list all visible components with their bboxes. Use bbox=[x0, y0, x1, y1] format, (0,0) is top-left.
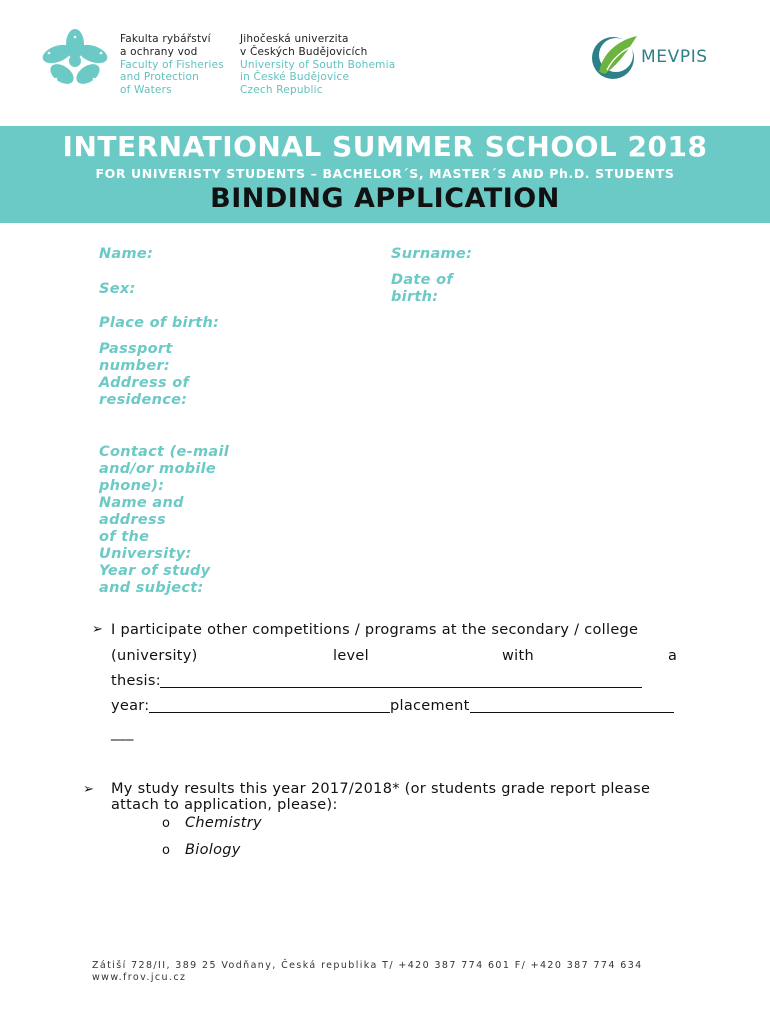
results-line-1: My study results this year 2017/2018* (or students grade report please bbox=[111, 781, 651, 797]
university-name-block bbox=[240, 33, 395, 97]
dob-label-line: birth: bbox=[391, 289, 439, 305]
address-label bbox=[99, 375, 189, 409]
dob-label-line: Date of bbox=[391, 272, 454, 288]
year-label: year: bbox=[111, 698, 150, 714]
university-label-line: University: bbox=[99, 546, 192, 562]
faculty-name-block bbox=[120, 33, 224, 97]
jcu-line: in České Budějovice bbox=[240, 71, 350, 84]
contact-label-line: phone): bbox=[99, 478, 165, 494]
university-label bbox=[99, 495, 192, 563]
passport-label bbox=[99, 341, 173, 375]
passport-label-line: Passport bbox=[99, 341, 173, 357]
address-label-line: residence: bbox=[99, 392, 188, 408]
jcu-line: v Českých Budějovicích bbox=[240, 45, 368, 58]
footer-website: www.frov.jcu.cz bbox=[92, 972, 187, 983]
results-line-2: attach to application, please): bbox=[111, 797, 338, 813]
jcu-line: University of South Bohemia bbox=[240, 58, 396, 71]
participation-word: with bbox=[502, 648, 534, 664]
participation-word: a bbox=[668, 648, 678, 664]
participation-word: level bbox=[333, 648, 369, 664]
frov-line: of Waters bbox=[120, 84, 172, 97]
page-title: INTERNATIONAL SUMMER SCHOOL 2018 bbox=[62, 130, 708, 163]
participation-line-1: I participate other competitions / programs at the secondary / college bbox=[111, 622, 639, 638]
placement-label: placement bbox=[390, 698, 470, 714]
year-subject-label bbox=[99, 563, 210, 597]
thesis-input-line[interactable] bbox=[160, 673, 642, 688]
year-subject-label-line: Year of study bbox=[99, 563, 211, 579]
university-label-line: of the bbox=[99, 529, 150, 545]
frov-line: a ochrany vod bbox=[120, 45, 198, 58]
subject-item: Chemistry bbox=[185, 815, 262, 831]
form-heading: BINDING APPLICATION bbox=[210, 183, 560, 214]
placement-input-line[interactable] bbox=[470, 698, 674, 713]
frov-line: Faculty of Fisheries bbox=[120, 58, 224, 71]
contact-label bbox=[99, 444, 229, 495]
footer-address: Zátiší 728/II, 389 25 Vodňany, Česká republika T/ +420 387 774 601 F/ +420 387 774 634 bbox=[92, 960, 643, 971]
circle-bullet-icon: o bbox=[162, 843, 171, 858]
name-label: Name: bbox=[99, 246, 154, 262]
place-of-birth-label: Place of birth: bbox=[99, 315, 220, 331]
arrow-bullet-icon: ➢ bbox=[83, 782, 94, 797]
sex-label: Sex: bbox=[99, 281, 136, 297]
frov-line: Fakulta rybářství bbox=[120, 33, 211, 45]
circle-bullet-icon: o bbox=[162, 816, 171, 831]
placement-line-tail: ___ bbox=[111, 725, 134, 741]
passport-label-line: number: bbox=[99, 358, 171, 374]
subject-item: Biology bbox=[185, 842, 241, 858]
contact-label-line: Contact (e-mail bbox=[99, 444, 230, 460]
participation-word: (university) bbox=[111, 648, 198, 664]
contact-label-line: and/or mobile bbox=[99, 461, 217, 477]
year-subject-label-line: and subject: bbox=[99, 580, 204, 596]
dob-label bbox=[391, 272, 453, 306]
surname-label: Surname: bbox=[391, 246, 473, 262]
thesis-label: thesis: bbox=[111, 673, 161, 689]
year-input-line[interactable] bbox=[149, 698, 390, 713]
footer-contact bbox=[92, 960, 643, 984]
faculty-fish-logo bbox=[40, 28, 110, 90]
page-subtitle: FOR UNIVERISTY STUDENTS – BACHELOR´S, MASTER´S AND Ph.D. STUDENTS bbox=[95, 166, 675, 181]
university-label-line: Name and bbox=[99, 495, 184, 511]
jcu-line: Czech Republic bbox=[240, 84, 323, 97]
mevpis-label: MEVPIS bbox=[641, 47, 708, 67]
frov-line: and Protection bbox=[120, 71, 200, 84]
address-label-line: Address of bbox=[99, 375, 190, 391]
arrow-bullet-icon: ➢ bbox=[92, 622, 103, 637]
jcu-line: Jihočeská univerzita bbox=[240, 33, 349, 45]
university-label-line: address bbox=[99, 512, 166, 528]
